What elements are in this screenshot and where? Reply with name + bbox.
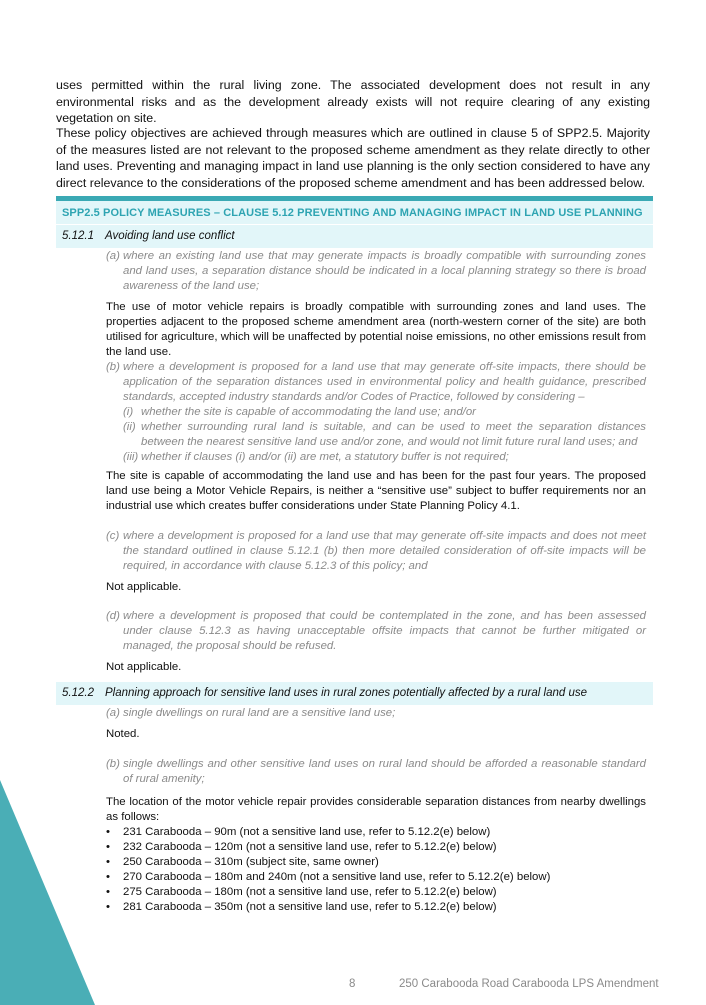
body-paragraph: uses permitted within the rural living zone. The associated development does not result in any environmental risks and as the development already exists will not require clearing of any existing vegetation on site. (56, 78, 650, 125)
list-item (106, 825, 646, 840)
policy-quote (106, 529, 646, 574)
list-item-text: 281 Carabooda – 350m (not a sensitive land use, refer to 5.12.2(e) below) (123, 901, 497, 913)
section-number: 5.12.2 (62, 687, 94, 699)
clause-label: (b) (106, 758, 120, 770)
clause-text: single dwellings and other sensitive land uses on rural land should be afforded a reasonable standard of rural amenity; (123, 758, 646, 785)
sub-clause-text: whether surrounding rural land is suitable, and can be used to meet the separation distances between the nearest sensitive land use and/or zone, and would not limit future rural land uses; and (141, 421, 646, 448)
list-item-text: 270 Carabooda – 180m and 240m (not a sensitive land use, refer to 5.12.2(e) below) (123, 871, 551, 883)
policy-quote (106, 360, 646, 405)
page-number: 8 (349, 978, 356, 990)
triangle-shape (0, 780, 95, 1005)
policy-measures-table (56, 196, 653, 248)
list-item (106, 840, 646, 855)
section-number: 5.12.1 (62, 230, 94, 242)
clause-5-12-2-b (106, 757, 646, 787)
body-paragraph: These policy objectives are achieved through measures which are outlined in clause 5 of SPP2.5. Majority of the measures listed are not relevant to the proposed scheme amendment as they relate directly to other land uses. Preventing and managing impact in land use planning is the only section considered to have any direct relevance to the considerations of the proposed scheme amendment and has been addressed below. (56, 126, 650, 190)
sub-clause (106, 405, 646, 420)
response-text: Noted. (106, 728, 140, 740)
clause-text: where an existing land use that may generate impacts is broadly compatible with surrounding zones and land uses, a separation distance should be indicated in a local planning strategy so there is broad awareness of the land use; (123, 250, 646, 292)
table-header: SPP2.5 POLICY MEASURES – CLAUSE 5.12 PREVENTING AND MANAGING IMPACT IN LAND USE PLANNING (56, 201, 653, 224)
bullet-icon: • (106, 826, 110, 838)
section-heading-5-12-2 (56, 682, 653, 705)
section-heading-5-12-1 (56, 225, 653, 248)
list-item (106, 870, 646, 885)
list-item-text: 232 Carabooda – 120m (not a sensitive land use, refer to 5.12.2(e) below) (123, 841, 497, 853)
sub-clause (106, 420, 646, 450)
response-text: Not applicable. (106, 581, 182, 593)
clause-text: where a development is proposed for a land use that may generate off-site impacts, there should be application of the separation distances used in environmental policy and health guidance, prescribed standards, accepted industry standards and/or Codes of Practice, followed by considering – (123, 361, 646, 403)
clause-5-12-2-a (106, 706, 646, 721)
bullet-icon: • (106, 871, 110, 883)
clause-d (106, 609, 646, 654)
clause-text: where a development is proposed for a land use that may generate off-site impacts and does not meet the standard outlined in clause 5.12.1 (b) then more detailed consideration of off-site impacts will be required, in accordance with clause 5.12.3 of this policy; and (123, 530, 646, 572)
list-item (106, 855, 646, 870)
section-title: Planning approach for sensitive land uses in rural zones potentially affected by a rural land use (105, 687, 588, 699)
response-text: Not applicable. (106, 661, 182, 673)
list-item (106, 900, 646, 915)
section-heading-5-12-2-wrap (56, 682, 653, 705)
clause-c (106, 529, 646, 574)
response-block (106, 795, 646, 915)
sub-clause-label: (i) (123, 406, 134, 418)
distance-list (106, 825, 646, 915)
response-text: The site is capable of accommodating the land use and has been for the past four years. The proposed land use being a Motor Vehicle Repairs, is neither a “sensitive use” subject to buffer requirements nor an industrial use which creates buffer considerations under State Planning Policy 4.1. (106, 470, 646, 512)
sub-clause-text: whether the site is capable of accommodating the land use; and/or (141, 406, 476, 418)
sub-clause-text: whether if clauses (i) and/or (ii) are met, a statutory buffer is not required; (141, 451, 509, 463)
response-text: The use of motor vehicle repairs is broadly compatible with surrounding zones and land uses. The properties adjacent to the proposed scheme amendment area (north-western corner of the site) are both utilised for agriculture, which will be unaffected by potential noise emissions, no other emissions result from the land use. (106, 301, 646, 358)
clause-a (106, 249, 646, 294)
response-text: The location of the motor vehicle repair provides considerable separation distances from nearby dwellings as follows: (106, 796, 646, 823)
bullet-icon: • (106, 856, 110, 868)
clause-label: (a) (106, 707, 120, 719)
clause-label: (d) (106, 610, 120, 622)
bullet-icon: • (106, 901, 110, 913)
footer-title: 250 Carabooda Road Carabooda LPS Amendment (399, 978, 659, 990)
clause-label: (a) (106, 250, 120, 262)
policy-quote (106, 706, 646, 721)
bullet-icon: • (106, 886, 110, 898)
sub-clause-label: (ii) (123, 421, 136, 433)
sub-clause-label: (iii) (123, 451, 139, 463)
clause-b (106, 360, 646, 465)
bullet-icon: • (106, 841, 110, 853)
decorative-triangle (0, 780, 95, 1005)
policy-quote (106, 757, 646, 787)
list-item-text: 250 Carabooda – 310m (subject site, same owner) (123, 856, 379, 868)
list-item-text: 275 Carabooda – 180m (not a sensitive land use, refer to 5.12.2(e) below) (123, 886, 497, 898)
clause-label: (c) (106, 530, 120, 542)
clause-text: single dwellings on rural land are a sensitive land use; (123, 707, 396, 719)
sub-clause (106, 450, 646, 465)
policy-quote (106, 609, 646, 654)
policy-quote (106, 249, 646, 294)
clause-label: (b) (106, 361, 120, 373)
section-title: Avoiding land use conflict (105, 230, 235, 242)
list-item (106, 885, 646, 900)
clause-text: where a development is proposed that could be contemplated in the zone, and has been assessed under clause 5.12.3 as having unacceptable offsite impacts that cannot be further mitigated or managed, the proposal should be refused. (123, 610, 646, 652)
list-item-text: 231 Carabooda – 90m (not a sensitive land use, refer to 5.12.2(e) below) (123, 826, 491, 838)
